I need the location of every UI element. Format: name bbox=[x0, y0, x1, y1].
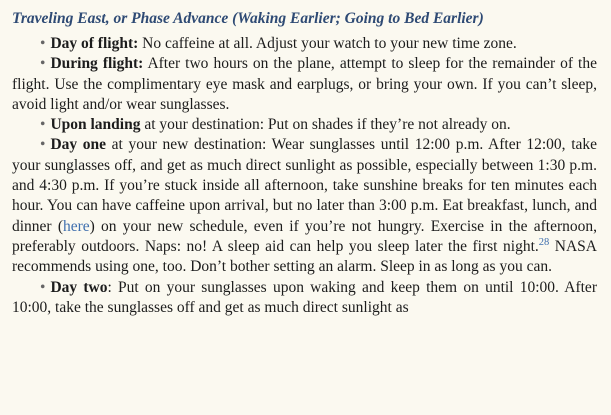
item-text: at your destination: Put on shades if they’re not already on. bbox=[140, 116, 511, 134]
bullet-icon: • bbox=[40, 136, 46, 154]
bullet-icon: • bbox=[40, 35, 46, 52]
item-text: After two hours on the plane, attempt to sleep for the remainder of the flight. Use the complimentary eye mask and earplugs, or bring your own. If you can’t sleep, avoid light and/or wear sunglasses. bbox=[12, 55, 597, 113]
item-lead: During flight: bbox=[50, 55, 144, 73]
item-lead: Upon landing bbox=[50, 116, 141, 134]
item-text: : Put on your sunglasses upon waking and keep them on until 10:00. After 10:00, take the sunglasses off and get as much direct sunlight as bbox=[12, 278, 597, 316]
list-item-day-two bbox=[12, 278, 597, 319]
bullet-icon: • bbox=[40, 116, 46, 134]
item-lead: Day one bbox=[50, 136, 107, 154]
here-link[interactable]: here bbox=[63, 217, 90, 235]
bullet-icon: • bbox=[40, 55, 46, 73]
list-item-upon-landing bbox=[12, 115, 597, 135]
bullet-icon: • bbox=[40, 278, 46, 296]
item-text: ) on your new schedule, even if you’re not hungry. Exercise in the afternoon, preferably outdoors. Naps: no! A sleep aid can help you sleep later the first night. bbox=[12, 217, 597, 255]
item-lead: Day of flight: bbox=[50, 35, 139, 52]
item-text: at your new destination: Wear sunglasses until 12:00 p.m. After 12:00, take your sunglasses off, and get as much direct sunlight as possible, especially between 1:30 p.m. and 4:30 p.m. If you’re stuck inside all afternoon, take sunshine breaks for ten minutes each hour. You can have caffeine upon arrival, but no later than 3:00 p.m. Eat breakfast, lunch, and dinner ( bbox=[12, 136, 598, 235]
item-lead: Day two bbox=[50, 278, 108, 296]
list-item-during-flight bbox=[12, 54, 597, 115]
list-item-day-of-flight bbox=[12, 34, 597, 54]
item-text: No caffeine at all. Adjust your watch to your new time zone. bbox=[138, 35, 517, 52]
footnote-link[interactable]: 28 bbox=[538, 236, 550, 248]
section-heading: Traveling East, or Phase Advance (Waking Earlier; Going to Bed Earlier) bbox=[12, 10, 484, 27]
item-text: NASA recommends using one, too. Don’t bother setting an alarm. Sleep in as long as you can. bbox=[12, 237, 597, 276]
list-item-day-one bbox=[12, 135, 597, 277]
